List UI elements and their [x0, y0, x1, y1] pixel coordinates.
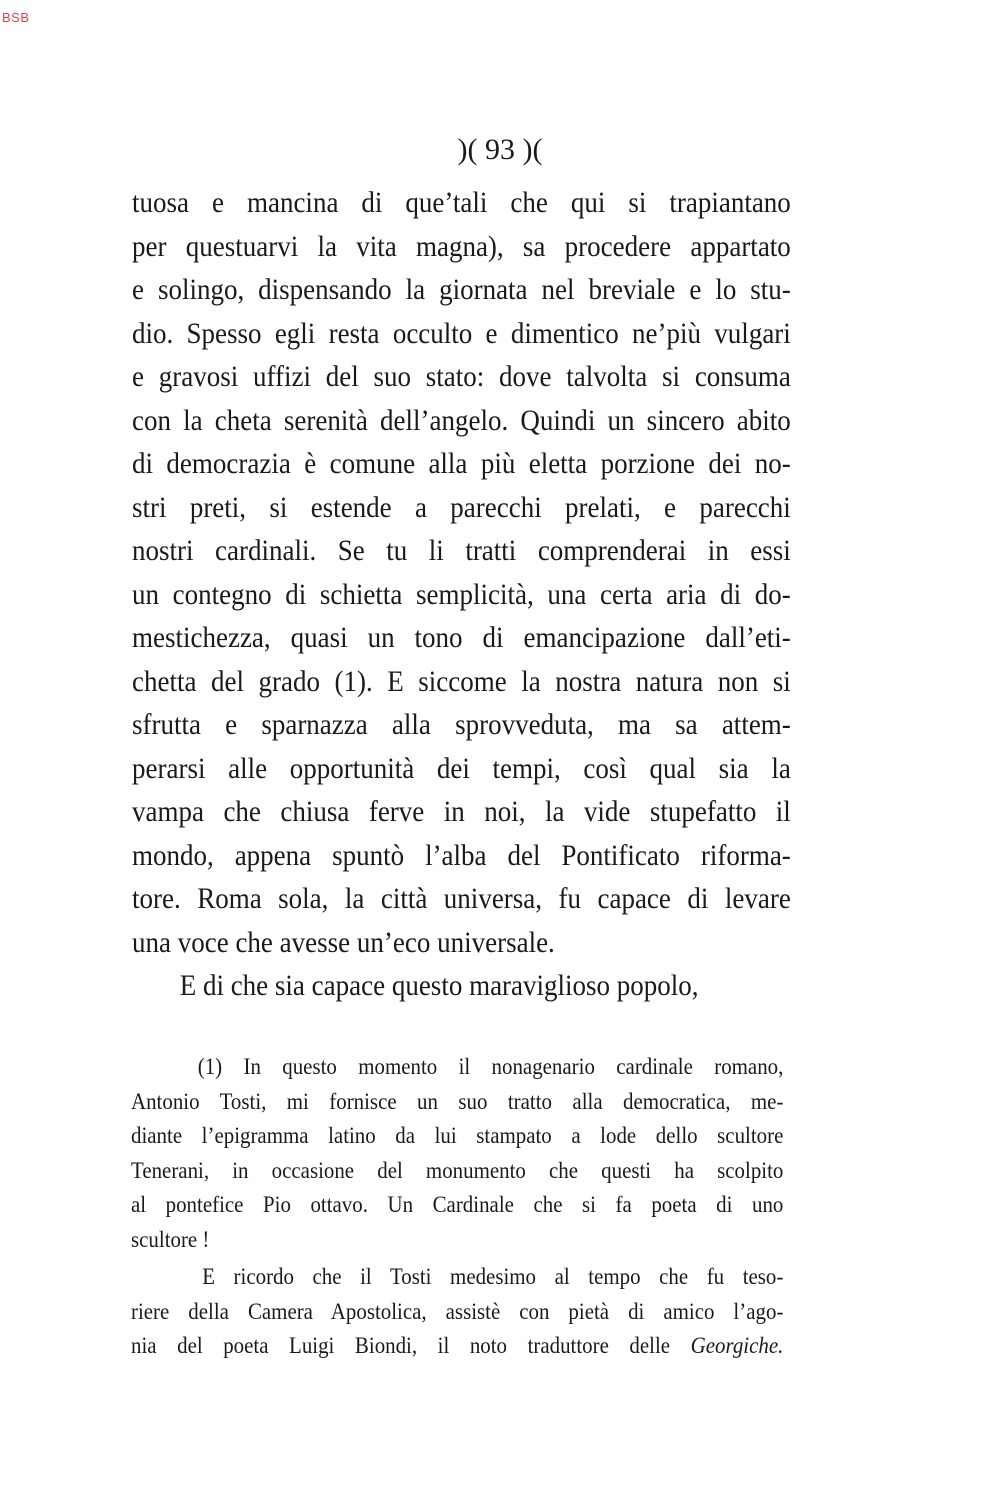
body-line: e solingo, dispensando la giornata nel breviale e lo stu- [132, 273, 791, 306]
footnote-line: al pontefice Pio ottavo. Un Cardinale che si fa poeta di uno [131, 1192, 784, 1218]
body-line: con la cheta serenità dell’angelo. Quindi un sincero abito [132, 403, 791, 437]
book-title: Georgiche. [690, 1333, 784, 1359]
body-line: chetta del grado (1). E siccome la nostra natura non si [132, 664, 791, 698]
body-line: per questuarvi la vita magna), sa procedere appartato [132, 229, 791, 263]
footnote-line: diante l’epigramma latino da lui stampato a lode dello scultore [131, 1123, 784, 1149]
body-line: di democrazia è comune alla più eletta porzione dei no- [132, 447, 791, 480]
footnote-text: nia del poeta Luigi Biondi, il noto traduttore delle [131, 1333, 691, 1359]
footnote-line: scultore ! [131, 1226, 210, 1253]
page-number: )( 93 )( [457, 133, 543, 166]
body-line: un contegno di schietta semplicità, una certa aria di do- [132, 577, 791, 611]
body-line: tore. Roma sola, la città universa, fu capace di levare [132, 882, 791, 915]
body-line: nostri cardinali. Se tu li tratti comprenderai in essi [132, 534, 791, 567]
footnote-line: riere della Camera Apostolica, assistè con pietà di amico l’ago- [131, 1298, 784, 1325]
footnote-line: (1) In questo momento il nonagenario cardinale romano, [197, 1054, 784, 1080]
body-line: sfrutta e sparnazza alla sprovveduta, ma sa attem- [132, 708, 791, 741]
footnotes [131, 1050, 864, 1364]
body-line: dio. Spesso egli resta occulto e dimentico ne’più vulgari [132, 316, 791, 350]
body-line: stri preti, si estende a parecchi prelati, e parecchi [132, 490, 791, 524]
footnote-line: E ricordo che il Tosti medesimo al tempo che fu teso- [202, 1264, 784, 1290]
footnote-line: Antonio Tosti, mi fornisce un suo tratto alla democratica, me- [131, 1088, 784, 1115]
library-watermark: BSB [2, 10, 30, 25]
body-line: perarsi alle opportunità dei tempi, così qual sia la [132, 751, 791, 785]
body-line: una voce che avesse un’eco universale. [132, 925, 555, 959]
body-line: e gravosi uffizi del suo stato: dove talvolta si consuma [132, 360, 791, 393]
body-line: mondo, appena spuntò l’alba del Pontificato riforma- [132, 838, 791, 872]
body-line: vampa che chiusa ferve in noi, la vide stupefatto il [132, 795, 791, 828]
footnote-line-final [131, 1329, 783, 1364]
footnote-line: Tenerani, in occasione del monumento che questi ha scolpito [131, 1157, 784, 1184]
body-text [132, 181, 864, 1008]
body-line: tuosa e mancina di que’tali che qui si trapiantano [132, 186, 791, 219]
body-line-paragraph-start: E di che sia capace questo maraviglioso popolo, [179, 969, 699, 1002]
body-line: mestichezza, quasi un tono di emancipazione dall’eti- [132, 621, 791, 654]
